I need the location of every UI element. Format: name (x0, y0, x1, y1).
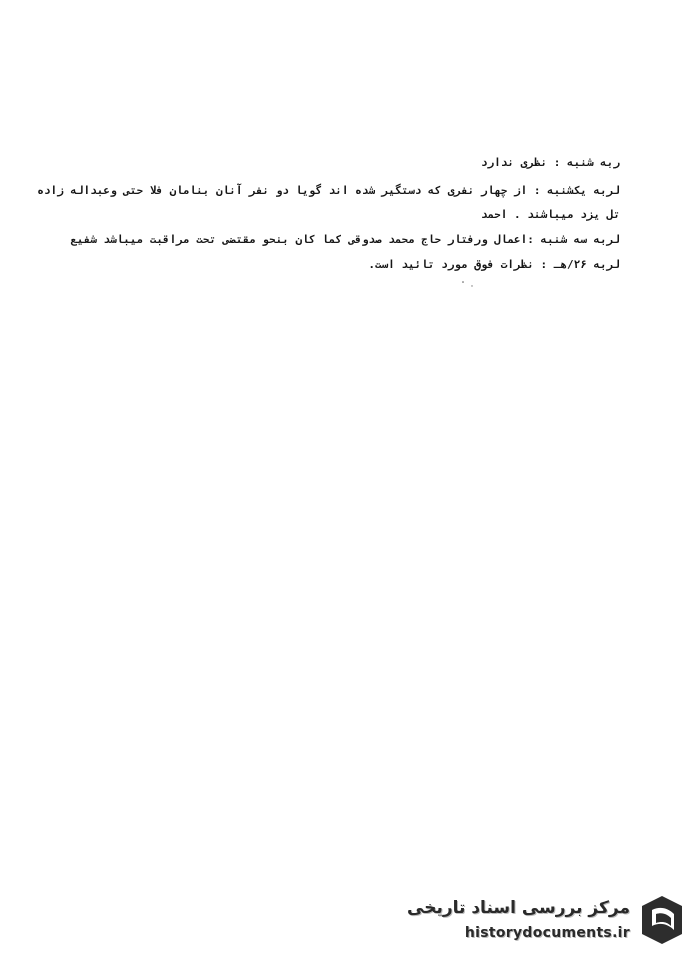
report-line-4: لربه سه شنبه :اعمال ورفتار حاج محمد صدوقی کما کان بنحو مقتضی تحت مراقبت میباشد شفیع (70, 233, 620, 246)
archive-watermark (386, 892, 686, 952)
report-line-5: لربه ۲۶/هـ : نظرات فوق مورد تائید است. (368, 258, 620, 271)
report-line-2: لربه یکشنبه : از چهار نفری که دستگیر شده اند گویا دو نفر آنان بنامان فلا حتی وعبداله زاده (37, 184, 620, 197)
folded-document-logo-icon (638, 894, 686, 946)
report-line-1: ربه شنبه : نظری ندارد (480, 156, 620, 169)
watermark-title: مرکز بررسی اسناد تاریخی (407, 898, 630, 918)
paper-speck-marks (460, 278, 480, 290)
report-line-3: تل یزد میباشند . احمد (480, 208, 620, 221)
watermark-url: historydocuments.ir (464, 925, 630, 941)
